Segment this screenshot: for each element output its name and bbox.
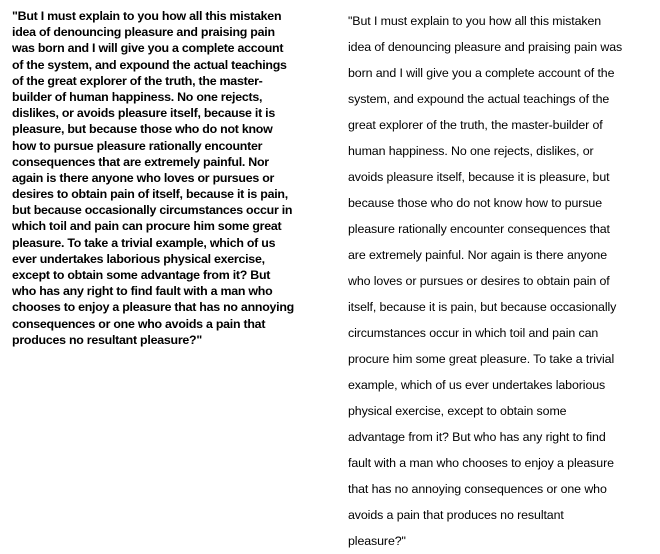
left-text-line: pleasure, but because those who do not know [12,122,273,137]
right-text-block [348,8,650,554]
right-text-line: itself, because it is pain, but because occasionally [348,300,617,314]
right-text-line: born and I will give you a complete account of the [348,66,615,80]
right-text-line: physical exercise, except to obtain some [348,404,567,418]
right-text-line: avoids a pain that produces no resultant [348,508,564,522]
right-text-line: are extremely painful. Nor again is there anyone [348,248,607,262]
left-text-line: chooses to enjoy a pleasure that has no annoying [12,300,294,315]
left-text-line: dislikes, or avoids pleasure itself, because it is [12,106,275,121]
left-text-line: of the great explorer of the truth, the master- [12,73,263,88]
right-text-line: advantage from it? But who has any right to find [348,430,606,444]
left-text-line: "But I must explain to you how all this mistaken [12,9,282,23]
left-text-line: ever undertakes laborious physical exercise, [12,251,265,266]
left-text-line: was born and I will give you a complete account [12,41,284,56]
left-text-line: how to pursue pleasure rationally encounter [12,138,263,153]
right-text-line: circumstances occur in which toil and pain can [348,326,599,340]
left-text-line: consequences or one who avoids a pain that [12,316,266,331]
right-text-line: pleasure?" [348,534,406,548]
right-text-line: pleasure rationally encounter consequences that [348,222,610,236]
left-text-block [12,8,312,348]
left-text-line: who has any right to find fault with a man who [12,284,273,299]
right-text-line: human happiness. No one rejects, dislikes, or [348,144,594,158]
right-text-line: system, and expound the actual teachings of the [348,92,610,106]
left-text-line: idea of denouncing pleasure and praising pain [12,25,275,40]
left-text-line: desires to obtain pain of itself, because it is pain, [12,187,288,202]
left-text-line: of the system, and expound the actual teachings [12,57,287,72]
left-text-line: except to obtain some advantage from it? But [12,268,271,282]
right-text-line: because those who do not know how to pursue [348,196,603,210]
left-text-line: which toil and pain can procure him some great [12,219,282,234]
left-text-line: produces no resultant pleasure?" [12,332,202,347]
right-text-line: who loves or pursues or desires to obtain pain of [348,274,610,288]
left-text-line: but because occasionally circumstances occur in [12,203,293,218]
right-text-line: that has no annoying consequences or one who [348,482,607,496]
right-text-line: "But I must explain to you how all this mistaken [348,14,602,28]
left-text-line: pleasure. To take a trivial example, which of us [12,235,276,250]
right-text-line: great explorer of the truth, the master-builder of [348,118,603,132]
left-text-line: consequences that are extremely painful. Nor [12,154,269,169]
right-text-line: fault with a man who chooses to enjoy a pleasure [348,456,614,470]
right-text-line: procure him some great pleasure. To take a trivial [348,352,615,366]
right-text-line: avoids pleasure itself, because it is pleasure, but [348,170,610,184]
left-text-line: again is there anyone who loves or pursues or [12,170,275,185]
right-text-line: idea of denouncing pleasure and praising pain was [348,40,623,54]
left-text-line: builder of human happiness. No one rejects, [12,89,263,104]
right-text-line: example, which of us ever undertakes laborious [348,378,606,392]
